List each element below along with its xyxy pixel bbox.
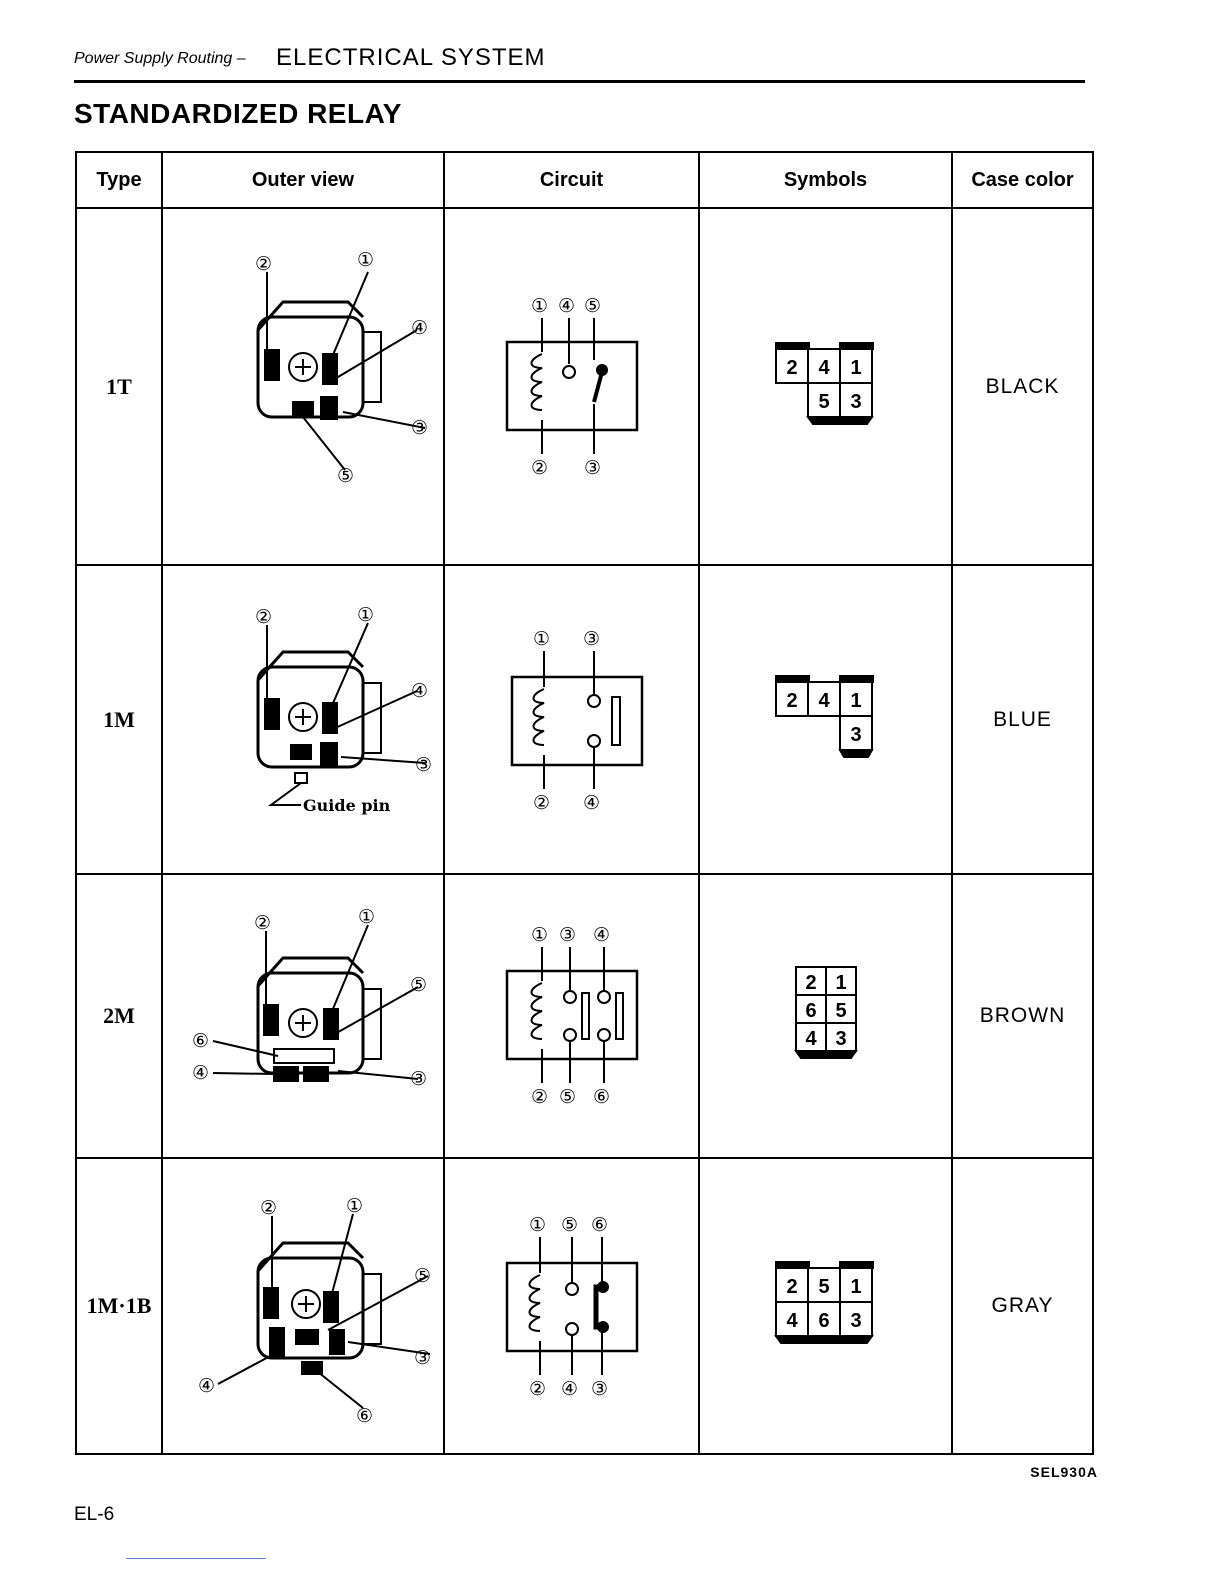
connector-symbol-1m xyxy=(771,670,881,770)
case-color: BLUE xyxy=(952,565,1093,873)
symbol-terminal: 1 xyxy=(849,1275,862,1298)
circuit-terminal-label: ⑤ xyxy=(558,1085,576,1108)
circuit-cell xyxy=(444,565,699,873)
circuit-diagram-1t xyxy=(472,292,672,482)
outer-pin-label: ⑥ xyxy=(192,1029,210,1052)
page-title: STANDARDIZED RELAY xyxy=(74,98,402,129)
connector-symbol-1t xyxy=(771,337,881,437)
outer-pin-label: ③ xyxy=(411,416,429,439)
relay-outer-view-2m xyxy=(178,901,428,1131)
circuit-terminal-label: ③ xyxy=(558,923,576,946)
relay-type: 1T xyxy=(76,208,162,565)
symbol-terminal: 5 xyxy=(817,1275,830,1298)
col-header-symbols: Symbols xyxy=(699,152,952,208)
outer-pin-label: ④ xyxy=(192,1061,210,1084)
table-row xyxy=(76,1158,1093,1454)
outer-pin-label: ⑤ xyxy=(337,464,355,487)
relay-table xyxy=(75,151,1094,1455)
symbol-terminal: 4 xyxy=(785,1309,798,1332)
circuit-diagram-1m1b xyxy=(472,1211,672,1401)
outer-pin-label: ④ xyxy=(198,1374,216,1397)
circuit-terminal-label: ③ xyxy=(590,1377,608,1400)
outer-pin-label: ① xyxy=(357,603,375,626)
footer-rule xyxy=(126,1558,266,1559)
symbol-terminal: 6 xyxy=(804,999,817,1022)
symbol-terminal: 6 xyxy=(817,1309,830,1332)
outer-pin-label: ② xyxy=(260,1196,278,1219)
outer-pin-label: ⑤ xyxy=(414,1264,432,1287)
symbol-terminal: 2 xyxy=(785,689,798,712)
circuit-terminal-label: ② xyxy=(530,456,548,479)
header-system: ELECTRICAL SYSTEM xyxy=(276,44,546,71)
symbol-terminal: 4 xyxy=(817,356,830,379)
outer-pin-label: ① xyxy=(357,248,375,271)
symbol-terminal: 3 xyxy=(849,1309,862,1332)
symbol-terminal: 2 xyxy=(785,1275,798,1298)
symbols-cell xyxy=(699,874,952,1158)
header-section: Power Supply Routing – xyxy=(74,50,246,67)
case-color: GRAY xyxy=(952,1158,1093,1454)
circuit-terminal-label: ③ xyxy=(583,456,601,479)
relay-type: 2M xyxy=(76,874,162,1158)
table-row xyxy=(76,565,1093,873)
circuit-terminal-label: ④ xyxy=(557,294,575,317)
outer-pin-label: ⑤ xyxy=(410,973,428,996)
outer-view-cell xyxy=(162,565,444,873)
relay-type: 1M·1B xyxy=(76,1158,162,1454)
connector-symbol-1m1b xyxy=(771,1256,881,1356)
outer-pin-label: ④ xyxy=(411,679,429,702)
circuit-terminal-label: ② xyxy=(532,791,550,814)
outer-view-cell xyxy=(162,208,444,565)
circuit-terminal-label: ③ xyxy=(582,627,600,650)
outer-pin-label: ② xyxy=(254,911,272,934)
col-header-case-color: Case color xyxy=(952,152,1093,208)
circuit-terminal-label: ⑥ xyxy=(592,1085,610,1108)
symbol-terminal: 4 xyxy=(804,1027,817,1050)
symbol-terminal: 5 xyxy=(817,390,830,413)
guide-pin-label: Guide pin xyxy=(303,795,391,815)
symbols-cell xyxy=(699,1158,952,1454)
circuit-terminal-label: ① xyxy=(530,294,548,317)
table-row xyxy=(76,874,1093,1158)
outer-pin-label: ③ xyxy=(414,1346,432,1369)
circuit-terminal-label: ④ xyxy=(582,791,600,814)
circuit-terminal-label: ① xyxy=(528,1213,546,1236)
symbols-cell xyxy=(699,208,952,565)
outer-pin-label: ⑥ xyxy=(356,1404,374,1427)
circuit-terminal-label: ② xyxy=(528,1377,546,1400)
circuit-terminal-label: ⑤ xyxy=(583,294,601,317)
table-row xyxy=(76,208,1093,565)
col-header-type: Type xyxy=(76,152,162,208)
symbol-terminal: 1 xyxy=(849,689,862,712)
symbol-terminal: 5 xyxy=(834,999,847,1022)
circuit-diagram-1m xyxy=(472,625,672,815)
circuit-terminal-label: ⑤ xyxy=(560,1213,578,1236)
outer-pin-label: ① xyxy=(346,1194,364,1217)
circuit-cell xyxy=(444,208,699,565)
symbol-terminal: 3 xyxy=(849,723,862,746)
connector-symbol-2m xyxy=(786,961,866,1071)
circuit-terminal-label: ① xyxy=(532,627,550,650)
relay-outer-view-1m1b xyxy=(178,1186,432,1427)
outer-pin-label: ② xyxy=(255,605,273,628)
outer-pin-label: ③ xyxy=(410,1067,428,1090)
circuit-cell xyxy=(444,1158,699,1454)
symbol-terminal: 1 xyxy=(849,356,862,379)
circuit-terminal-label: ④ xyxy=(560,1377,578,1400)
circuit-terminal-label: ⑥ xyxy=(590,1213,608,1236)
case-color: BLACK xyxy=(952,208,1093,565)
outer-pin-label: ② xyxy=(255,252,273,275)
symbol-terminal: 1 xyxy=(834,971,847,994)
symbols-cell xyxy=(699,565,952,873)
symbol-terminal: 4 xyxy=(817,689,830,712)
page-number: EL-6 xyxy=(74,1504,115,1525)
relay-type: 1M xyxy=(76,565,162,873)
table-header-row xyxy=(76,152,1093,208)
symbol-terminal: 2 xyxy=(804,971,817,994)
circuit-terminal-label: ① xyxy=(530,923,548,946)
outer-view-cell xyxy=(162,1158,444,1454)
outer-pin-label: ④ xyxy=(411,316,429,339)
circuit-terminal-label: ② xyxy=(530,1085,548,1108)
symbol-terminal: 3 xyxy=(849,390,862,413)
outer-pin-label: ① xyxy=(358,905,376,928)
figure-code: SEL930A xyxy=(1030,1464,1098,1480)
symbol-terminal: 2 xyxy=(785,356,798,379)
outer-view-cell xyxy=(162,874,444,1158)
outer-pin-label: ③ xyxy=(415,753,433,776)
relay-outer-view-1t xyxy=(183,242,429,532)
page-header xyxy=(74,44,1085,83)
relay-outer-view-1m xyxy=(183,595,433,845)
circuit-cell xyxy=(444,874,699,1158)
case-color: BROWN xyxy=(952,874,1093,1158)
circuit-terminal-label: ④ xyxy=(592,923,610,946)
symbol-terminal: 3 xyxy=(834,1027,847,1050)
circuit-diagram-2m xyxy=(472,921,672,1111)
col-header-circuit: Circuit xyxy=(444,152,699,208)
col-header-outer-view: Outer view xyxy=(162,152,444,208)
